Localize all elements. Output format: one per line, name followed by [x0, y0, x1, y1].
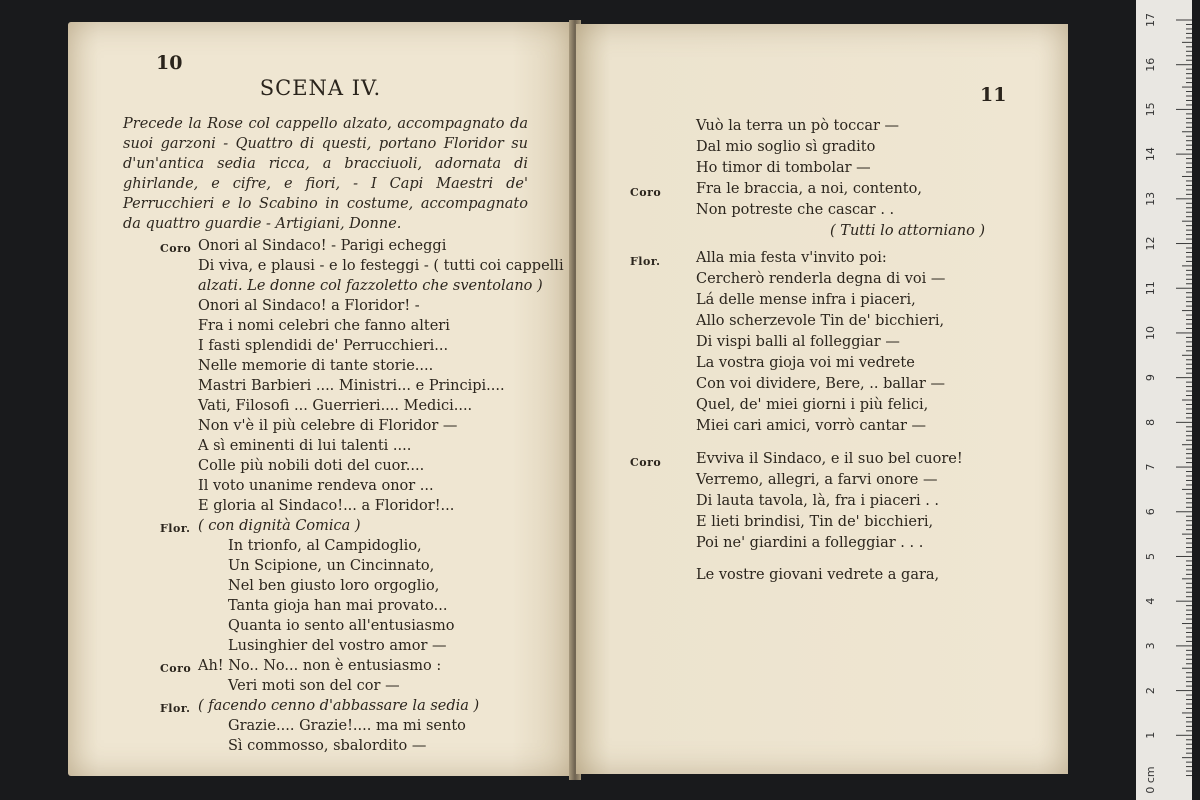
ruler-label: 5: [1144, 552, 1157, 560]
ruler-label: 14: [1144, 147, 1157, 162]
verse-line: Alla mia festa v'invito poi:: [696, 250, 887, 266]
verse-line: Fra le braccia, a noi, contento,: [696, 181, 922, 197]
verse-line: Veri moti son del cor —: [228, 678, 400, 694]
verse-line: Di vispi balli al folleggiar —: [696, 334, 900, 350]
ruler-label: 8: [1144, 418, 1157, 426]
verse-line: La vostra gioja voi mi vedrete: [696, 355, 915, 371]
verse-line: Di viva, e plausi - e lo festeggi - ( tutti coi cappelli: [198, 258, 564, 274]
verse-line: E lieti brindisi, Tin de' bicchieri,: [696, 514, 934, 530]
page-number-left: 10: [156, 52, 183, 74]
page-number-right: 11: [980, 84, 1007, 106]
ruler-label: 11: [1144, 281, 1157, 296]
speaker-label: Coro: [160, 242, 192, 255]
ruler-scale: [1136, 0, 1192, 800]
verse-line: Tanta gioja han mai provato...: [228, 598, 448, 614]
verse-line: alzati. Le donne col fazzoletto che sventolano ): [198, 278, 543, 294]
stage-direction: Precede la Rose col cappello alzato, accompagnato da suoi garzoni - Quattro di questi, portano Floridor su d'un'antica sedia ricca, a bracciuoli, adornata di ghirlande, e cifre, e fiori, - I Capi Maestri de' Perrucchieri e lo Scabino in costume, accompagnato da quattro guardie - Artigiani, Donne.: [123, 116, 528, 232]
verse-line: Lusinghier del vostro amor —: [228, 638, 447, 654]
ruler-label: 13: [1144, 191, 1157, 206]
ruler-label: 4: [1144, 597, 1157, 605]
verse-line: I fasti splendidi de' Perrucchieri...: [198, 338, 449, 354]
speaker-label: Flor.: [160, 522, 191, 535]
stage-note: ( con dignità Comica ): [198, 518, 361, 534]
verse-line: Nel ben giusto loro orgoglio,: [228, 578, 440, 594]
verse-line: Lá delle mense infra i piaceri,: [696, 292, 916, 308]
verse-line: Sì commosso, sbalordito —: [228, 738, 427, 754]
verse-line: Onori al Sindaco! a Floridor! -: [198, 298, 420, 314]
verse-line: Ah! No.. No... non è entusiasmo :: [198, 658, 442, 674]
verse-line: In trionfo, al Campidoglio,: [228, 538, 422, 554]
verse-line: Quanta io sento all'entusiasmo: [228, 618, 455, 634]
verse-line: Allo scherzevole Tin de' bicchieri,: [696, 313, 945, 329]
ruler-label: 1: [1144, 731, 1157, 739]
verse-line: Il voto unanime rendeva onor ...: [198, 478, 434, 494]
ruler-label: 16: [1144, 57, 1157, 72]
ruler-label: 15: [1144, 102, 1157, 117]
ruler-label: 9: [1144, 374, 1157, 382]
ruler-label: 12: [1144, 236, 1157, 251]
ruler-label: 2: [1144, 687, 1157, 695]
verse-line: Dal mio soglio sì gradito: [696, 139, 876, 155]
right-page: [576, 24, 1068, 774]
speaker-label: Coro: [630, 186, 662, 199]
left-page: [68, 22, 573, 776]
verse-line: Quel, de' miei giorni i più felici,: [696, 397, 929, 413]
verse-line: Onori al Sindaco! - Parigi echeggi: [198, 238, 447, 254]
verse-line: Evviva il Sindaco, e il suo bel cuore!: [696, 451, 963, 467]
verse-line: Le vostre giovani vedrete a gara,: [696, 567, 940, 583]
verse-line: Vati, Filosofi ... Guerrieri.... Medici....: [198, 398, 473, 414]
verse-line: Non v'è il più celebre di Floridor —: [198, 418, 458, 434]
verse-line: Non potreste che cascar . .: [696, 202, 895, 218]
verse-line: Di lauta tavola, là, fra i piaceri . .: [696, 493, 940, 509]
verse-line: A sì eminenti di lui talenti ....: [198, 438, 412, 454]
speaker-label: Coro: [160, 662, 192, 675]
verse-line: Vuò la terra un pò toccar —: [696, 118, 900, 134]
verse-line: Ho timor di tombolar —: [696, 160, 871, 176]
ruler-label: 6: [1144, 508, 1157, 516]
speaker-label: Flor.: [160, 702, 191, 715]
verse-line: Poi ne' giardini a folleggiar . . .: [696, 535, 924, 551]
stage-note: ( facendo cenno d'abbassare la sedia ): [198, 698, 480, 714]
verse-line: Miei cari amici, vorrò cantar —: [696, 418, 927, 434]
ruler-label: 3: [1144, 642, 1157, 650]
scene-title: SCENA IV.: [259, 76, 382, 100]
verse-line: Fra i nomi celebri che fanno alteri: [198, 318, 450, 334]
verse-line: Mastri Barbieri .... Ministri... e Principi....: [198, 378, 505, 394]
ruler-label: 10: [1144, 325, 1157, 340]
speaker-label: Flor.: [630, 255, 661, 268]
ruler-label: 0 cm: [1144, 766, 1157, 794]
ruler-label: 7: [1144, 463, 1157, 471]
ruler-label: 17: [1144, 13, 1157, 27]
measurement-ruler: [1136, 0, 1192, 800]
verse-line: Nelle memorie di tante storie....: [198, 358, 434, 374]
speaker-label: Coro: [630, 456, 662, 469]
verse-line: Verremo, allegri, a farvi onore —: [696, 472, 938, 488]
verse-line: E gloria al Sindaco!... a Floridor!...: [198, 498, 455, 514]
verse-line: Un Scipione, un Cincinnato,: [228, 558, 435, 574]
verse-line: Con voi dividere, Bere, .. ballar —: [696, 376, 945, 392]
verse-line: Grazie.... Grazie!.... ma mi sento: [228, 718, 466, 734]
stage-note: ( Tutti lo attorniano ): [830, 223, 986, 239]
verse-line: Cercherò renderla degna di voi —: [696, 271, 946, 287]
verse-line: Colle più nobili doti del cuor....: [198, 458, 425, 474]
